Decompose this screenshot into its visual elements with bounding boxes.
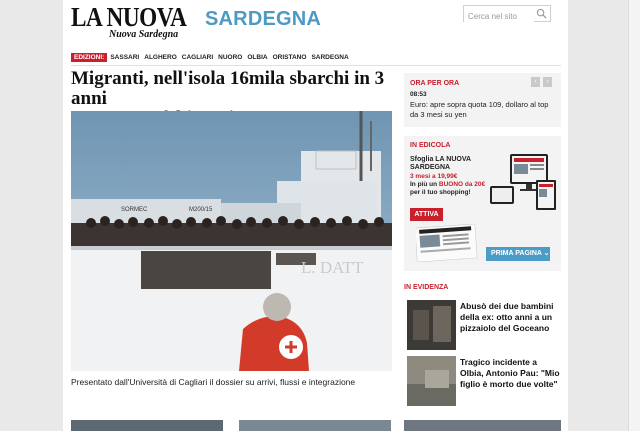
activate-button[interactable]: ATTIVA	[410, 208, 443, 221]
next-arrow-icon[interactable]: ›	[543, 77, 552, 87]
evidenza-headline: Abusò dei due bambini della ex: otto anni a un pizzaiolo del Goceano	[460, 301, 554, 333]
edicola-promo-bonus: In più un BUONO da 20€ per il tuo shopping!	[410, 181, 486, 196]
story-thumbnail-2[interactable]	[239, 420, 391, 431]
news-ticker-text[interactable]: Euro: apre sopra quota 109, dollaro al top da 3 mesi su yen	[410, 100, 549, 119]
site-logo[interactable]	[71, 2, 322, 40]
newspaper-illustration	[416, 224, 480, 262]
evidenza-headline: Tragico incidente a Olbia, Antonio Pau: "Mio figlio è morto due volte"	[460, 357, 560, 389]
evidenza-item[interactable]	[404, 356, 561, 408]
header-divider	[71, 65, 561, 66]
hero-image[interactable]	[71, 111, 392, 371]
scrollbar[interactable]	[628, 0, 640, 431]
edicola-promo-line1: Sfoglia LA NUOVA SARDEGNA	[410, 156, 471, 171]
evidenza-thumbnail	[407, 300, 456, 350]
search-input[interactable]	[464, 9, 534, 24]
logo-region-text: SARDEGNA	[205, 8, 322, 30]
edition-link-sardegna[interactable]: SARDEGNA	[311, 53, 349, 61]
in-edicola-box	[404, 136, 561, 271]
chevron-down-icon: ⌄	[543, 250, 550, 257]
ship-name-text: L. DATT	[301, 258, 364, 277]
editions-label: EDIZIONI:	[71, 53, 107, 62]
logo-main-text: LA NUOVA	[71, 2, 187, 32]
editions-bar	[71, 52, 354, 62]
ora-per-ora-title: ORA PER ORA	[410, 80, 460, 87]
hero-caption: Presentato dall'Università di Cagliari il dossier su arrivi, flussi e integrazione	[71, 377, 356, 387]
page-container	[63, 0, 568, 431]
edition-link-alghero[interactable]: ALGHERO	[144, 53, 177, 61]
in-edicola-title: IN EDICOLA	[410, 142, 451, 149]
edition-link-oristano[interactable]: ORISTANO	[272, 53, 307, 61]
prev-arrow-icon[interactable]: ‹	[531, 77, 540, 87]
logo-sub-text: Nuova Sardegna	[109, 29, 179, 40]
evidenza-item[interactable]	[404, 300, 561, 352]
edition-link-olbia[interactable]: OLBIA	[247, 53, 268, 61]
evidenza-thumbnail	[407, 356, 456, 406]
sidebar-thumbnail[interactable]	[404, 420, 561, 431]
story-thumbnail-1[interactable]	[71, 420, 223, 431]
ship-label-sormec: SORMEC	[121, 207, 148, 213]
prima-pagina-button[interactable]: PRIMA PAGINA ⌄	[486, 247, 550, 261]
in-evidenza-title: IN EVIDENZA	[404, 284, 449, 291]
edition-link-nuoro[interactable]: NUORO	[218, 53, 243, 61]
edition-link-cagliari[interactable]: CAGLIARI	[181, 53, 214, 61]
edition-link-sassari[interactable]: SASSARI	[110, 53, 140, 61]
edicola-promo-price: 3 mesi a 19,99€	[410, 173, 458, 180]
devices-illustration	[490, 154, 556, 214]
news-time: 08:53	[410, 91, 427, 98]
headline-line-1: Migranti, nell'isola 16mila sbarchi in 3 anni	[71, 68, 385, 109]
ship-label-code: M200/15	[189, 207, 213, 213]
search-box	[463, 5, 551, 22]
ora-per-ora-box	[404, 73, 561, 127]
search-icon[interactable]	[536, 8, 547, 19]
